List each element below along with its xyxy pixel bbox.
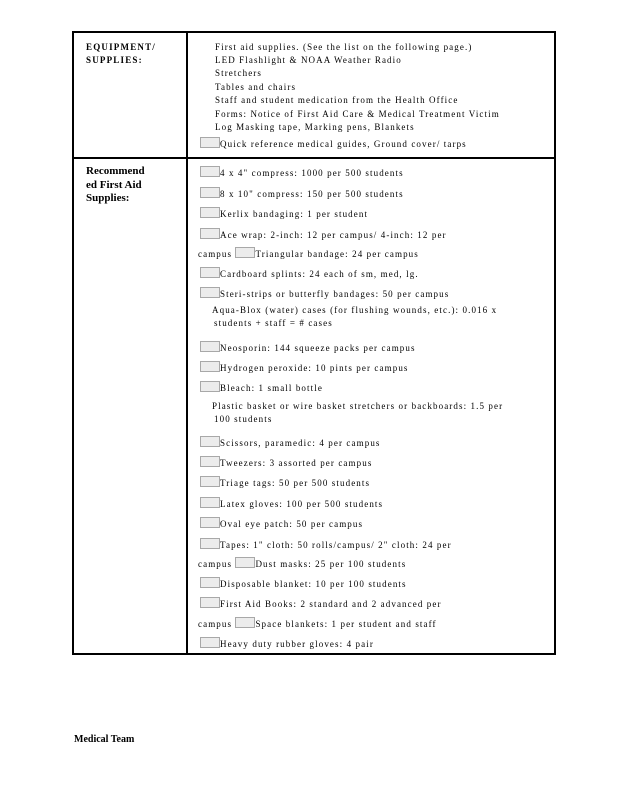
supply-item: Heavy duty rubber gloves: 4 pair	[200, 637, 374, 650]
equipment-checkbox-line: Quick reference medical guides, Ground cover/ tarps	[200, 137, 467, 150]
checkbox[interactable]	[200, 381, 220, 392]
recommended-row	[74, 159, 554, 653]
checkbox[interactable]	[200, 267, 220, 278]
checkbox[interactable]	[235, 247, 255, 258]
checkbox[interactable]	[200, 517, 220, 528]
checkbox[interactable]	[200, 597, 220, 608]
equipment-line: Log Masking tape, Marking pens, Blankets	[215, 122, 415, 132]
supply-item: Neosporin: 144 squeeze packs per campus	[200, 341, 416, 354]
checkbox[interactable]	[200, 287, 220, 298]
checkbox[interactable]	[200, 207, 220, 218]
supply-item: Kerlix bandaging: 1 per student	[200, 207, 368, 220]
supply-item: Tweezers: 3 assorted per campus	[200, 456, 372, 469]
checkbox[interactable]	[200, 637, 220, 648]
supply-item: Tapes: 1" cloth: 50 rolls/campus/ 2" cloth: 24 per	[200, 538, 452, 551]
supply-item: Scissors, paramedic: 4 per campus	[200, 436, 381, 449]
supply-item: campus Space blankets: 1 per student and staff	[198, 619, 437, 629]
checkbox[interactable]	[235, 617, 255, 628]
supply-item: Triage tags: 50 per 500 students	[200, 476, 370, 489]
equipment-label: EQUIPMENT/ SUPPLIES:	[86, 42, 157, 65]
supply-item: Hydrogen peroxide: 10 pints per campus	[200, 361, 409, 374]
equipment-row	[74, 33, 554, 159]
supply-item: campus Triangular bandage: 24 per campus	[198, 249, 419, 259]
supply-item: campus Dust masks: 25 per 100 students	[198, 559, 407, 569]
checkbox[interactable]	[200, 341, 220, 352]
supply-item: Disposable blanket: 10 per 100 students	[200, 577, 407, 590]
supply-item: 8 x 10" compress: 150 per 500 students	[200, 187, 404, 200]
supply-item: Aqua-Blox (water) cases (for flushing wounds, etc.): 0.016 x	[212, 305, 498, 315]
supply-item: First Aid Books: 2 standard and 2 advanced per	[200, 597, 442, 610]
equipment-line: Forms: Notice of First Aid Care & Medical Treatment Victim	[215, 109, 500, 119]
supplies-table	[72, 31, 556, 655]
checkbox[interactable]	[200, 361, 220, 372]
checkbox[interactable]	[200, 436, 220, 447]
recommended-label: Recommend ed First Aid Supplies:	[86, 165, 145, 204]
checkbox[interactable]	[200, 577, 220, 588]
equipment-line: Tables and chairs	[215, 82, 297, 92]
checkbox[interactable]	[200, 187, 220, 198]
checkbox[interactable]	[200, 538, 220, 549]
checkbox[interactable]	[200, 166, 220, 177]
supply-item: 4 x 4" compress: 1000 per 500 students	[200, 166, 404, 179]
supply-item-continued: 100 students	[214, 414, 273, 424]
equipment-line: LED Flashlight & NOAA Weather Radio	[215, 55, 402, 65]
equipment-line: First aid supplies. (See the list on the following page.)	[215, 42, 473, 52]
supply-item: Steri-strips or butterfly bandages: 50 per campus	[200, 287, 449, 300]
checkbox[interactable]	[200, 476, 220, 487]
supply-item: Cardboard splints: 24 each of sm, med, lg.	[200, 267, 419, 280]
supply-item: Oval eye patch: 50 per campus	[200, 517, 363, 530]
footer-heading: Medical Team	[74, 734, 135, 745]
equipment-line: Stretchers	[215, 68, 262, 78]
supply-item-continued: students + staff = # cases	[214, 318, 333, 328]
checkbox[interactable]	[235, 557, 255, 568]
checkbox[interactable]	[200, 228, 220, 239]
equipment-line: Staff and student medication from the Health Office	[215, 95, 459, 105]
checkbox[interactable]	[200, 456, 220, 467]
supply-item: Ace wrap: 2-inch: 12 per campus/ 4-inch: 12 per	[200, 228, 447, 241]
checkbox[interactable]	[200, 137, 220, 148]
supply-item: Plastic basket or wire basket stretchers or backboards: 1.5 per	[212, 401, 504, 411]
supply-item: Latex gloves: 100 per 500 students	[200, 497, 383, 510]
supply-item: Bleach: 1 small bottle	[200, 381, 323, 394]
checkbox[interactable]	[200, 497, 220, 508]
